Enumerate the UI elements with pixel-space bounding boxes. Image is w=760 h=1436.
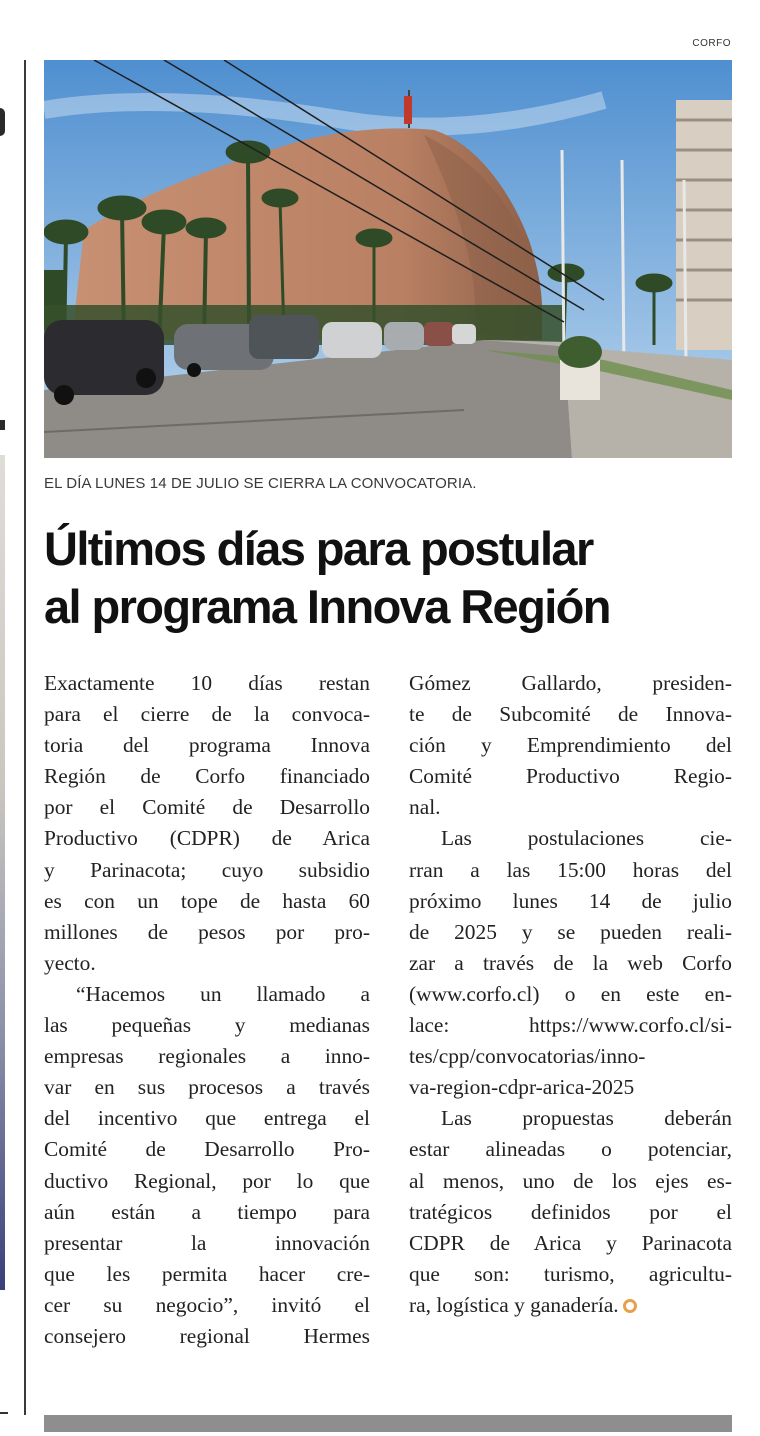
adjacent-article-edge (0, 108, 5, 136)
body-line-last (409, 1290, 732, 1321)
body-line: cer su negocio”, invitó el (44, 1292, 370, 1317)
body-line: para el cierre de la convoca- (44, 702, 370, 727)
adjacent-image-edge (0, 455, 5, 1290)
body-line: va-region-cdpr-arica-2025 (409, 1075, 635, 1100)
body-line: te de Subcomité de Innova- (409, 702, 732, 727)
body-line: ción y Emprendimiento del (409, 733, 732, 758)
body-line: yecto. (44, 950, 96, 975)
body-line: las pequeñas y medianas (44, 1013, 370, 1038)
column-rule (24, 60, 26, 1415)
body-line: tes/cpp/convocatorias/inno- (409, 1044, 646, 1069)
body-line: estar alineadas o potenciar, (409, 1137, 732, 1162)
body-line: Las propuestas deberán (441, 1106, 732, 1131)
body-line: Región de Corfo financiado (44, 764, 370, 789)
body-line: que son: turismo, agricultu- (409, 1261, 732, 1286)
body-line: (www.corfo.cl) o en este en- (409, 981, 732, 1006)
body-line: ductivo Regional, por lo que (44, 1168, 370, 1193)
article-headline (44, 520, 744, 636)
adjacent-article-edge (0, 1412, 8, 1414)
body-line: próximo lunes 14 de julio (409, 888, 732, 913)
photo-credit: CORFO (692, 38, 731, 49)
article-photo (44, 60, 732, 458)
body-line: Comité de Desarrollo Pro- (44, 1137, 370, 1162)
body-line: presentar la innovación (44, 1230, 370, 1255)
body-line: al menos, uno de los ejes es- (409, 1168, 732, 1193)
body-line: nal. (409, 795, 441, 820)
body-line: aún están a tiempo para (44, 1199, 370, 1224)
body-line: es con un tope de hasta 60 (44, 888, 370, 913)
body-line: de 2025 y se pueden reali- (409, 919, 732, 944)
headline-line: al programa Innova Región (44, 580, 610, 633)
body-line: Comité Productivo Regio- (409, 764, 732, 789)
photo-caption: EL DÍA LUNES 14 DE JULIO SE CIERRA LA CONVOCATORIA. (44, 475, 477, 492)
body-line-text: ra, logística y ganadería. (409, 1292, 619, 1317)
body-line: lace: https://www.corfo.cl/si- (409, 1013, 732, 1038)
body-line: Las postulaciones cie- (441, 826, 732, 851)
body-line: del incentivo que entrega el (44, 1106, 370, 1131)
body-line: rran a las 15:00 horas del (409, 857, 732, 882)
body-line: tratégicos definidos por el (409, 1199, 732, 1224)
body-line: que les permita hacer cre- (44, 1261, 370, 1286)
body-line: Gómez Gallardo, presiden- (409, 671, 732, 695)
bottom-rule (44, 1415, 732, 1432)
body-line: y Parinacota; cuyo subsidio (44, 857, 370, 882)
end-of-article-icon (623, 1299, 637, 1313)
body-line: zar a través de la web Corfo (409, 950, 732, 975)
body-line: empresas regionales a inno- (44, 1044, 370, 1069)
adjacent-article-edge (0, 420, 5, 430)
body-line: “Hacemos un llamado a (76, 981, 370, 1006)
body-line: millones de pesos por pro- (44, 919, 370, 944)
body-line: Productivo (CDPR) de Arica (44, 826, 370, 851)
body-column-left (44, 668, 370, 1352)
body-line: Exactamente 10 días restan (44, 671, 370, 695)
body-line: CDPR de Arica y Parinacota (409, 1230, 732, 1255)
headline-line: Últimos días para postular (44, 522, 593, 575)
body-line: consejero regional Hermes (44, 1323, 370, 1348)
body-column-right (409, 668, 732, 1321)
body-line: var en sus procesos a través (44, 1075, 370, 1100)
body-line: por el Comité de Desarrollo (44, 795, 370, 820)
body-line: toria del programa Innova (44, 733, 370, 758)
